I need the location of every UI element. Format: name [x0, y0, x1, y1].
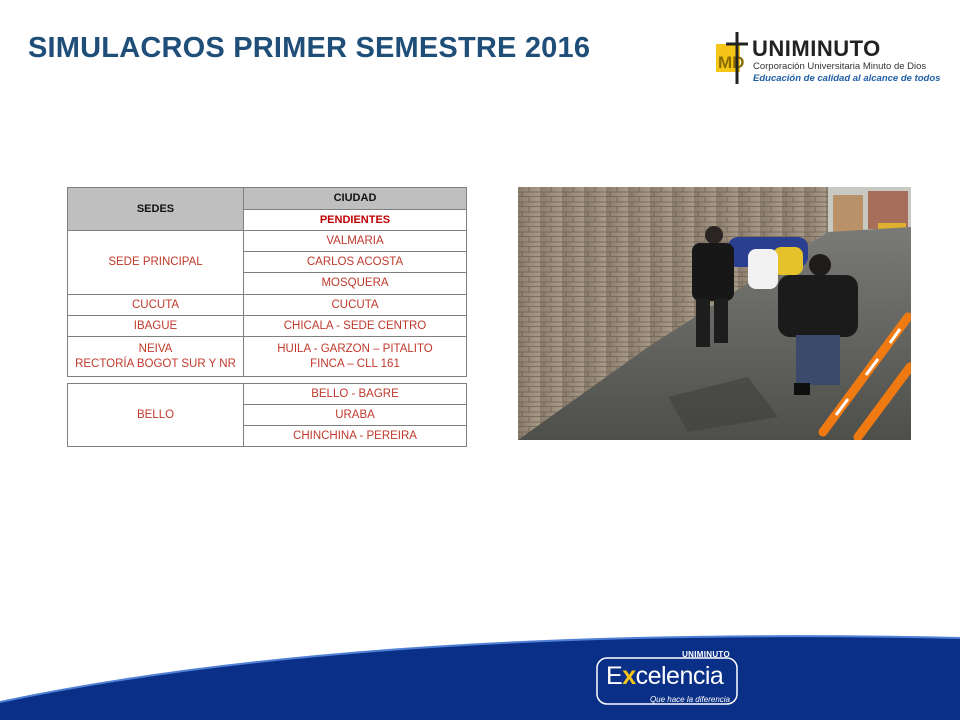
ciudad-cell: CHICALA - SEDE CENTRO: [244, 316, 467, 337]
sede-cell: [68, 337, 244, 377]
header-pendientes: PENDIENTES: [244, 210, 467, 231]
footer-band: [0, 620, 960, 720]
ciudad-cell: CARLOS ACOSTA: [244, 252, 467, 273]
logo-subtitle: Corporación Universitaria Minuto de Dios: [753, 61, 927, 72]
sedes-table: [67, 187, 467, 377]
badge-letter-e: E: [606, 662, 623, 690]
sede-cell: IBAGUE: [68, 316, 244, 337]
logo-name: UNIMINUTO: [752, 36, 881, 61]
badge-tagline: Que hace la diferencia: [649, 695, 730, 704]
ciudad-cell: MOSQUERA: [244, 273, 467, 295]
evacuation-drill-photo: [518, 187, 911, 440]
badge-top-label: UNIMINUTO: [682, 650, 730, 659]
ciudad-cell: VALMARIA: [244, 231, 467, 252]
bello-table: [67, 383, 467, 447]
ciudad-cell: CHINCHINA - PEREIRA: [244, 426, 467, 447]
ciudad-line: HUILA - GARZON – PITALITO: [277, 342, 433, 355]
badge-word: [606, 662, 723, 691]
excelencia-badge: [596, 648, 738, 706]
sede-cell: CUCUTA: [68, 295, 244, 316]
header-ciudad: CIUDAD: [244, 188, 467, 210]
logo-tagline: Educación de calidad al alcance de todos: [753, 73, 941, 84]
sede-cell: SEDE PRINCIPAL: [68, 231, 244, 295]
md-cross-logo-icon: [708, 30, 754, 86]
sede-line: RECTORÍA BOGOT SUR Y NR: [75, 357, 236, 370]
header-sedes: SEDES: [68, 188, 244, 231]
ciudad-cell: BELLO - BAGRE: [244, 384, 467, 405]
badge-letter-x: x: [622, 662, 636, 690]
ciudad-line: FINCA – CLL 161: [310, 357, 400, 370]
slide-title: SIMULACROS PRIMER SEMESTRE 2016: [28, 32, 591, 64]
ciudad-cell: URABA: [244, 405, 467, 426]
uniminuto-logo: [708, 30, 941, 86]
ciudad-cell: CUCUTA: [244, 295, 467, 316]
sede-line: NEIVA: [138, 342, 173, 355]
sede-cell: BELLO: [68, 384, 244, 447]
logo-mark-letters: MD: [718, 53, 745, 72]
badge-word-rest: celencia: [635, 662, 724, 690]
ciudad-cell: [244, 337, 467, 377]
